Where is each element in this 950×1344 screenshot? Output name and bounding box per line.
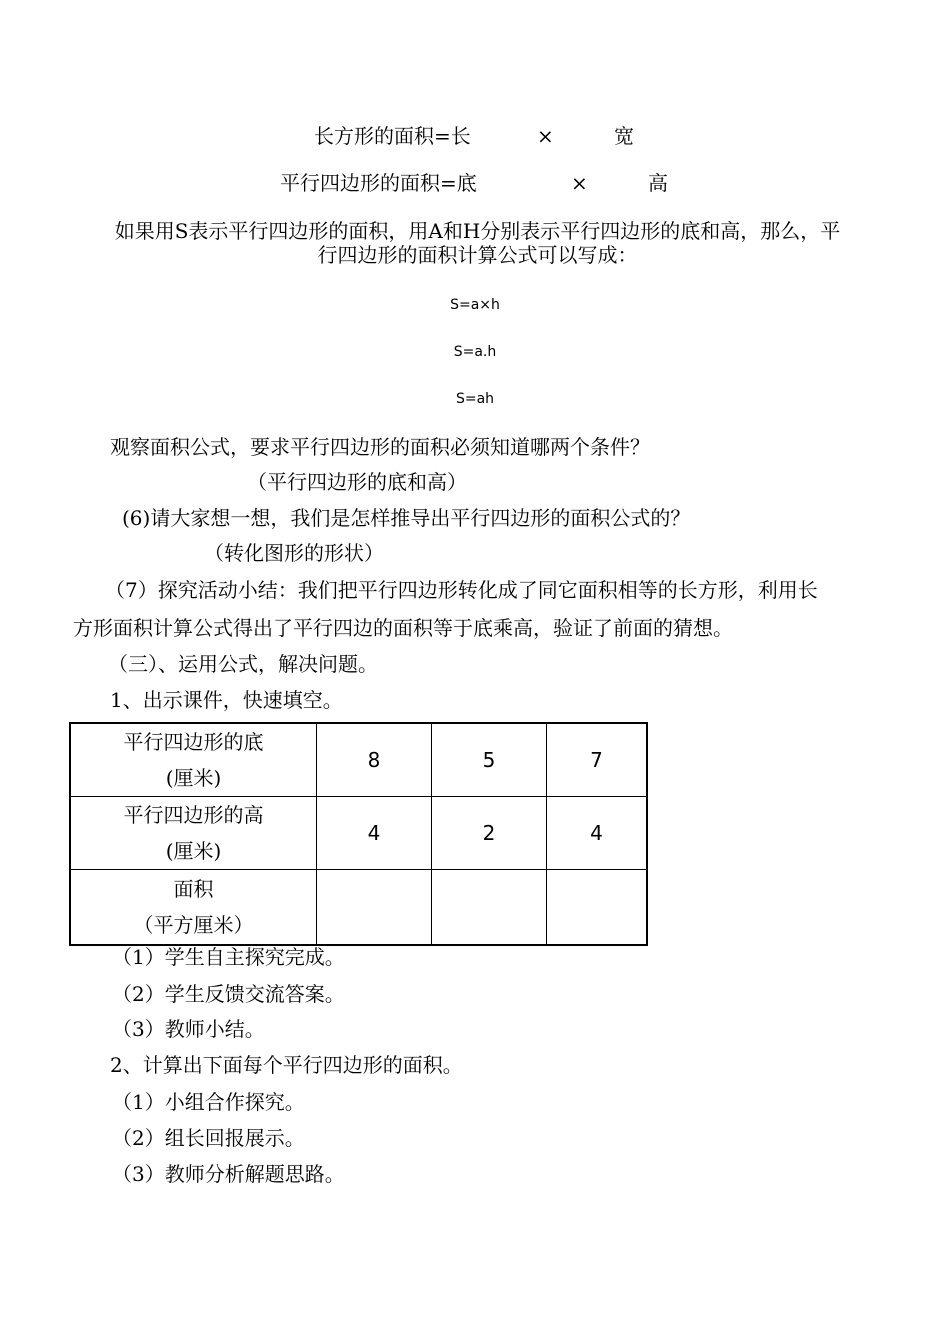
- formula-3: S=ah: [455, 391, 495, 407]
- table-cell: 4: [317, 797, 432, 870]
- table-row: [70, 723, 647, 797]
- table-cell: 4: [547, 797, 648, 870]
- formula-para-times: ×: [571, 171, 588, 195]
- row-label-area: [70, 870, 317, 946]
- answer-base-height: （平行四边形的底和高）: [247, 470, 467, 494]
- table-row: [70, 797, 647, 870]
- table-cell-empty: [317, 870, 432, 946]
- table-cell-empty: [547, 870, 648, 946]
- row-label-base: [70, 723, 317, 797]
- task-1-step-3: （3）教师小结。: [112, 1017, 265, 1041]
- formula-rect-times: ×: [537, 124, 554, 148]
- step-6: (6)请大家想一想，我们是怎样推导出平行四边形的面积公式的？: [122, 506, 691, 530]
- answer-transform: （转化图形的形状）: [204, 541, 384, 565]
- row-label-area-line-2: （平方厘米）: [133, 913, 254, 937]
- task-2-step-2: （2）组长回报展示。: [112, 1126, 305, 1150]
- table-row: [70, 870, 647, 946]
- table-cell: 8: [317, 723, 432, 797]
- task-2-heading: 2、计算出下面每个平行四边形的面积。: [110, 1053, 463, 1077]
- formula-1: S=a×h: [450, 297, 500, 313]
- row-label-base-line-2: (厘米): [165, 766, 222, 790]
- formula-rect-lhs: 长方形的面积=长: [314, 124, 471, 148]
- fill-in-table: [69, 722, 648, 946]
- intro-line-2: 行四边形的面积计算公式可以写成：: [317, 243, 638, 267]
- row-label-height-line-2: (厘米): [165, 839, 222, 863]
- formula-rect-rhs: 宽: [614, 124, 634, 148]
- step-7-line-2: 方形面积计算公式得出了平行四边的面积等于底乘高，验证了前面的猜想。: [73, 616, 733, 640]
- table-cell: 2: [432, 797, 547, 870]
- formula-para-lhs: 平行四边形的面积=底: [280, 171, 477, 195]
- row-label-base-line-1: 平行四边形的底: [123, 730, 264, 754]
- formula-para-rhs: 高: [648, 171, 668, 195]
- question-text: 观察面积公式，要求平行四边形的面积必须知道哪两个条件？: [110, 435, 650, 459]
- task-1-step-1: （1）学生自主探究完成。: [112, 945, 345, 969]
- task-1-step-2: （2）学生反馈交流答案。: [112, 982, 345, 1006]
- task-2-step-3: （3）教师分析解题思路。: [112, 1162, 345, 1186]
- row-label-area-line-1: 面积: [173, 877, 214, 901]
- section-3-heading: （三）、运用公式，解决问题。: [108, 652, 378, 676]
- table-cell-empty: [432, 870, 547, 946]
- table-cell: 5: [432, 723, 547, 797]
- task-1-heading: 1、出示课件，快速填空。: [110, 688, 343, 712]
- formula-2: S=a.h: [453, 344, 497, 360]
- step-7-line-1: （7）探究活动小结：我们把平行四边形转化成了同它面积相等的长方形，利用长: [105, 578, 818, 602]
- row-label-height: [70, 797, 317, 870]
- intro-line-1: 如果用S表示平行四边形的面积，用A和H分别表示平行四边形的底和高，那么，平: [114, 219, 841, 243]
- row-label-height-line-1: 平行四边形的高: [123, 803, 264, 827]
- table-cell: 7: [547, 723, 648, 797]
- task-2-step-1: （1）小组合作探究。: [112, 1090, 305, 1114]
